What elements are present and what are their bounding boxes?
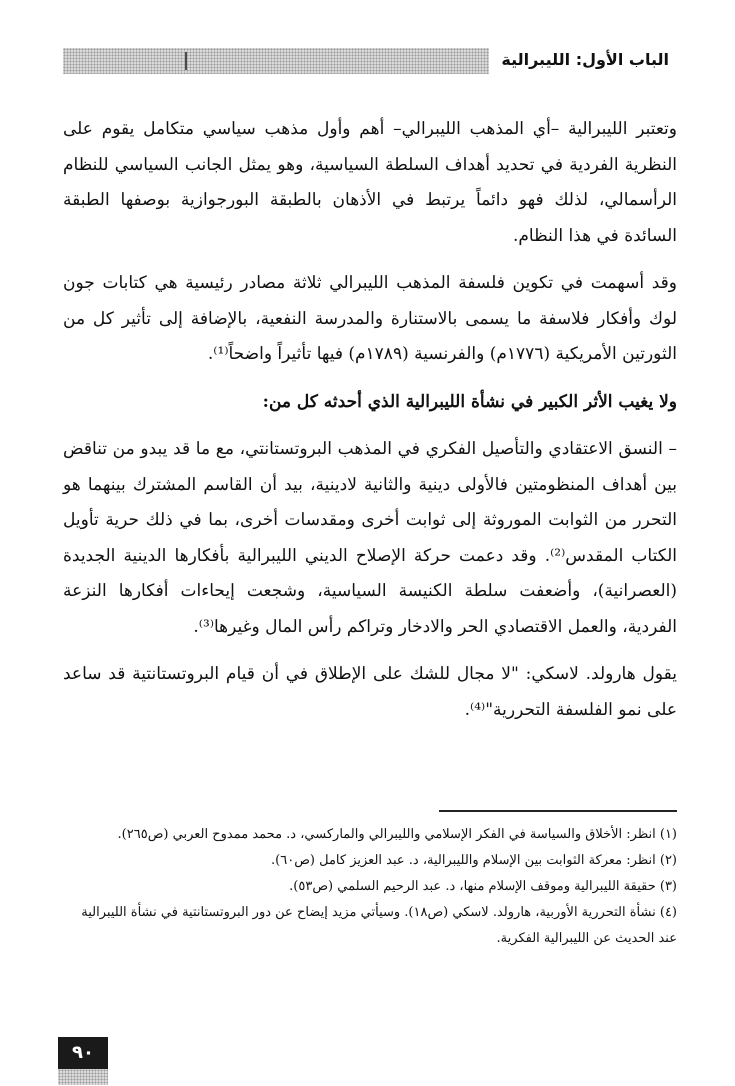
footnote-3: (٣) حقيقة الليبرالية وموقف الإسلام منها، د. عبد الرحيم السلمي (ص٥٣). [289, 879, 677, 894]
page-number: ٩٠ [58, 1037, 108, 1069]
footnotes [63, 822, 677, 952]
paragraph-5: يقول هارولد. لاسكي: "لا مجال للشك على الإطلاق في أن قيام البروتستانتية قد ساعد على نمو الفلسفة التحررية"⁽⁴⁾. [63, 664, 677, 720]
paragraph-3-heading: ولا يغيب الأثر الكبير في نشأة الليبرالية الذي أحدثه كل من: [262, 391, 677, 412]
footnote-1: (١) انظر: الأخلاق والسياسة في الفكر الإسلامي والليبرالي والماركسي، د. محمد ممدوح العربي (ص٢٦٥). [117, 827, 677, 842]
running-header [63, 48, 677, 74]
header-divider-mark [185, 52, 187, 70]
main-text [63, 112, 677, 740]
paragraph-2: وقد أسهمت في تكوين فلسفة المذهب الليبرالي ثلاثة مصادر رئيسية هي كتابات جون لوك وأفكار فلاسفة ما يسمى بالاستنارة والمدرسة النفعية، بالإضافة إلى تأثير كل من الثورتين الأمريكية (١٧٧٦م) والفرنسية (١٧٨٩م) فيها تأثيراً واضحاً⁽¹⁾. [63, 273, 677, 364]
paragraph-1: وتعتبر الليبرالية –أي المذهب الليبرالي– أهم وأول مذهب سياسي متكامل يقوم على النظرية الفردية في تحديد أهداف السلطة السياسية، وهو يمثل الجانب السياسي للنظام الرأسمالي، لذلك فهو دائماً يرتبط في الأذهان بالطبقة البورجوازية بوصفها الطبقة السائدة في هذا النظام. [63, 119, 677, 246]
paragraph-4: – النسق الاعتقادي والتأصيل الفكري في المذهب البروتستانتي، مع ما قد يبدو من تناقض بين أهداف المنظومتين فالأولى دينية والثانية لادينية، بيد أن القاسم المشترك بينهما هو التحرر من الثوابت الموروثة إلى ثوابت أخرى ومقدسات أخرى، بما في ذلك حرية تأويل الكتاب المقدس⁽²⁾. وقد دعمت حركة الإصلاح الديني الليبرالية بأفكارها الدينية الجديدة (العصرانية)، وأضعفت سلطة الكنيسة السياسية، وشجعت إيحاءات أفكارها النزعة الفردية، والعمل الاقتصادي الحر والادخار وتراكم رأس المال وغيرها⁽³⁾. [63, 439, 677, 637]
footnote-4: (٤) نشأة التحررية الأوربية، هارولد. لاسكي (ص١٨). وسيأتي مزيد إيضاح عن دور البروتستانتية في نشأة الليبرالية عند الحديث عن الليبرالية الفكرية. [81, 905, 677, 946]
footnote-separator [439, 810, 677, 812]
chapter-title: الباب الأول: الليبرالية [489, 48, 677, 74]
footnote-2: (٢) انظر: معركة الثوابت بين الإسلام والليبرالية، د. عبد العزيز كامل (ص٦٠). [271, 853, 677, 868]
